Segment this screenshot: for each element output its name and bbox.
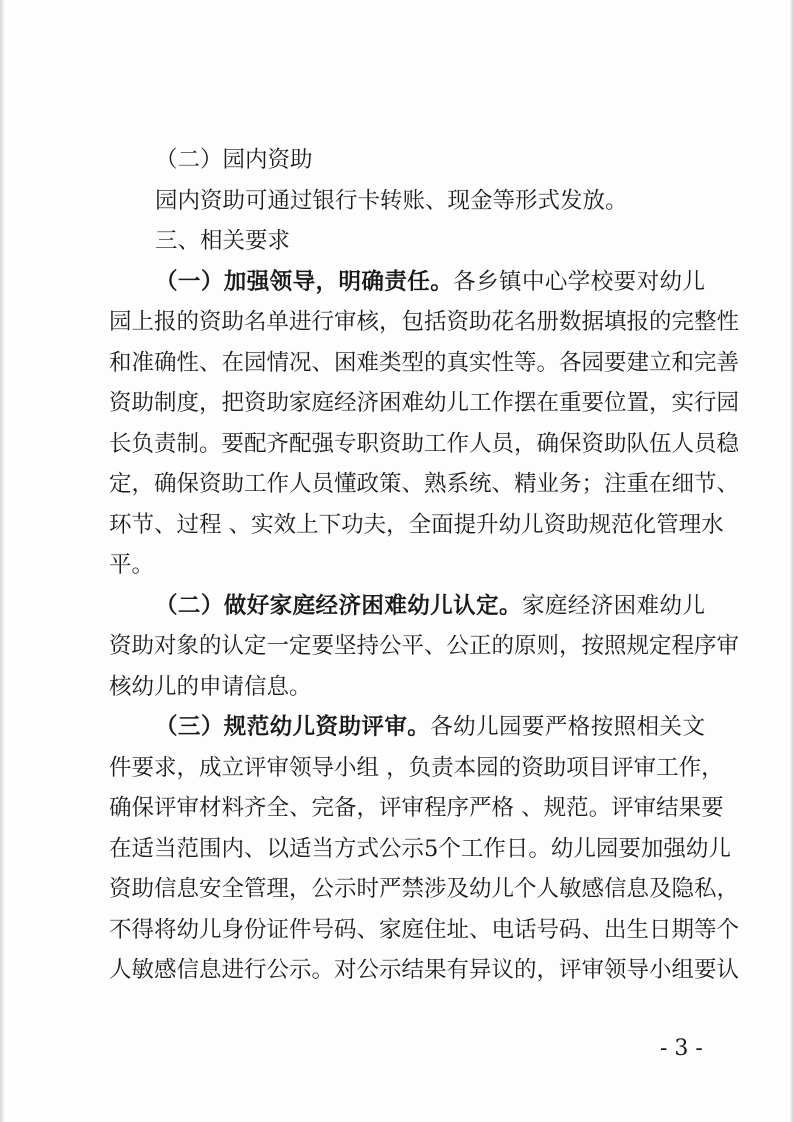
line-lead: （二）园内资助 <box>155 147 313 173</box>
line-text: 环节、过程 、实效上下功夫，全面提升幼儿资助规范化管理水 <box>109 511 724 538</box>
line-text: 资助对象的认定一定要坚持公平、公正的原则，按照规定程序审 <box>109 633 740 659</box>
document-body <box>109 140 740 991</box>
line-text: 核幼儿的申请信息。 <box>109 673 312 700</box>
line-text: 家庭经济困难幼儿 <box>521 592 705 619</box>
section-heading-requirements <box>109 221 705 262</box>
paragraph-line <box>109 181 705 222</box>
line-text: 定，确保资助工作人员懂政策、熟系统、精业务；注重在细节、 <box>109 471 740 497</box>
scan-edge-right <box>790 0 794 1122</box>
paragraph-line <box>109 505 724 546</box>
paragraph-line <box>109 383 740 424</box>
line-text: 在适当范围内、以适当方式公示5个工作日。幼儿园要加强幼儿 <box>109 835 731 862</box>
line-text: 三、相关要求 <box>155 228 291 254</box>
paragraph-line <box>109 302 740 343</box>
paragraph-line <box>109 464 740 505</box>
paragraph-line <box>109 545 705 586</box>
bold-lead-heading: （二）做好家庭经济困难幼儿认定。 <box>155 592 522 619</box>
subheading-garden-aid <box>109 140 705 181</box>
line-text: 件要求，成立评审领导小组 ，负责本园的资助项目评审工作， <box>109 754 724 781</box>
paragraph-line <box>109 343 740 384</box>
paragraph-line <box>109 586 705 627</box>
line-text: 各幼儿园要严格按照相关文 <box>430 714 705 740</box>
line-text: 不得将幼儿身份证件号码、家庭住址、电话号码、出生日期等个 <box>109 916 740 943</box>
paragraph-line <box>109 667 705 708</box>
paragraph-line <box>109 262 705 303</box>
paragraph-line <box>109 829 731 870</box>
bold-lead-heading: （三）规范幼儿资助评审。 <box>155 714 431 740</box>
line-text: 资助制度，把资助家庭经济困难幼儿工作摆在重要位置，实行园 <box>109 390 740 416</box>
line-text: 确保评审材料齐全、完备，评审程序严格 、规范。评审结果要 <box>109 795 724 821</box>
bold-lead-heading: （一）加强领导，明确责任。 <box>155 268 454 295</box>
line-text: 各乡镇中心学校要对幼儿 <box>453 268 705 295</box>
line-text: 园内资助可通过银行卡转账、现金等形式发放。 <box>155 187 628 214</box>
line-text: 平。 <box>109 552 155 578</box>
paragraph-line <box>109 748 724 789</box>
paragraph-line <box>109 626 740 667</box>
line-text: 资助信息安全管理，公示时严禁涉及幼儿个人敏感信息及隐私， <box>109 876 740 902</box>
paragraph-line <box>109 788 724 829</box>
line-text: 人敏感信息进行公示。对公示结果有异议的，评审领导小组要认 <box>109 957 740 983</box>
paragraph-line <box>109 950 740 991</box>
paragraph-line <box>109 424 740 465</box>
paragraph-line <box>109 707 705 748</box>
line-text: 园上报的资助名单进行审核，包括资助花名册数据填报的完整性 <box>109 309 740 335</box>
line-text: 和准确性、在园情况、困难类型的真实性等。各园要建立和完善 <box>109 349 740 376</box>
page-number: - 3 - <box>660 1036 703 1061</box>
paragraph-line <box>109 869 740 910</box>
line-text: 长负责制。要配齐配强专职资助工作人员，确保资助队伍人员稳 <box>109 430 740 457</box>
paragraph-line <box>109 910 740 951</box>
scan-edge-left <box>0 0 4 1122</box>
